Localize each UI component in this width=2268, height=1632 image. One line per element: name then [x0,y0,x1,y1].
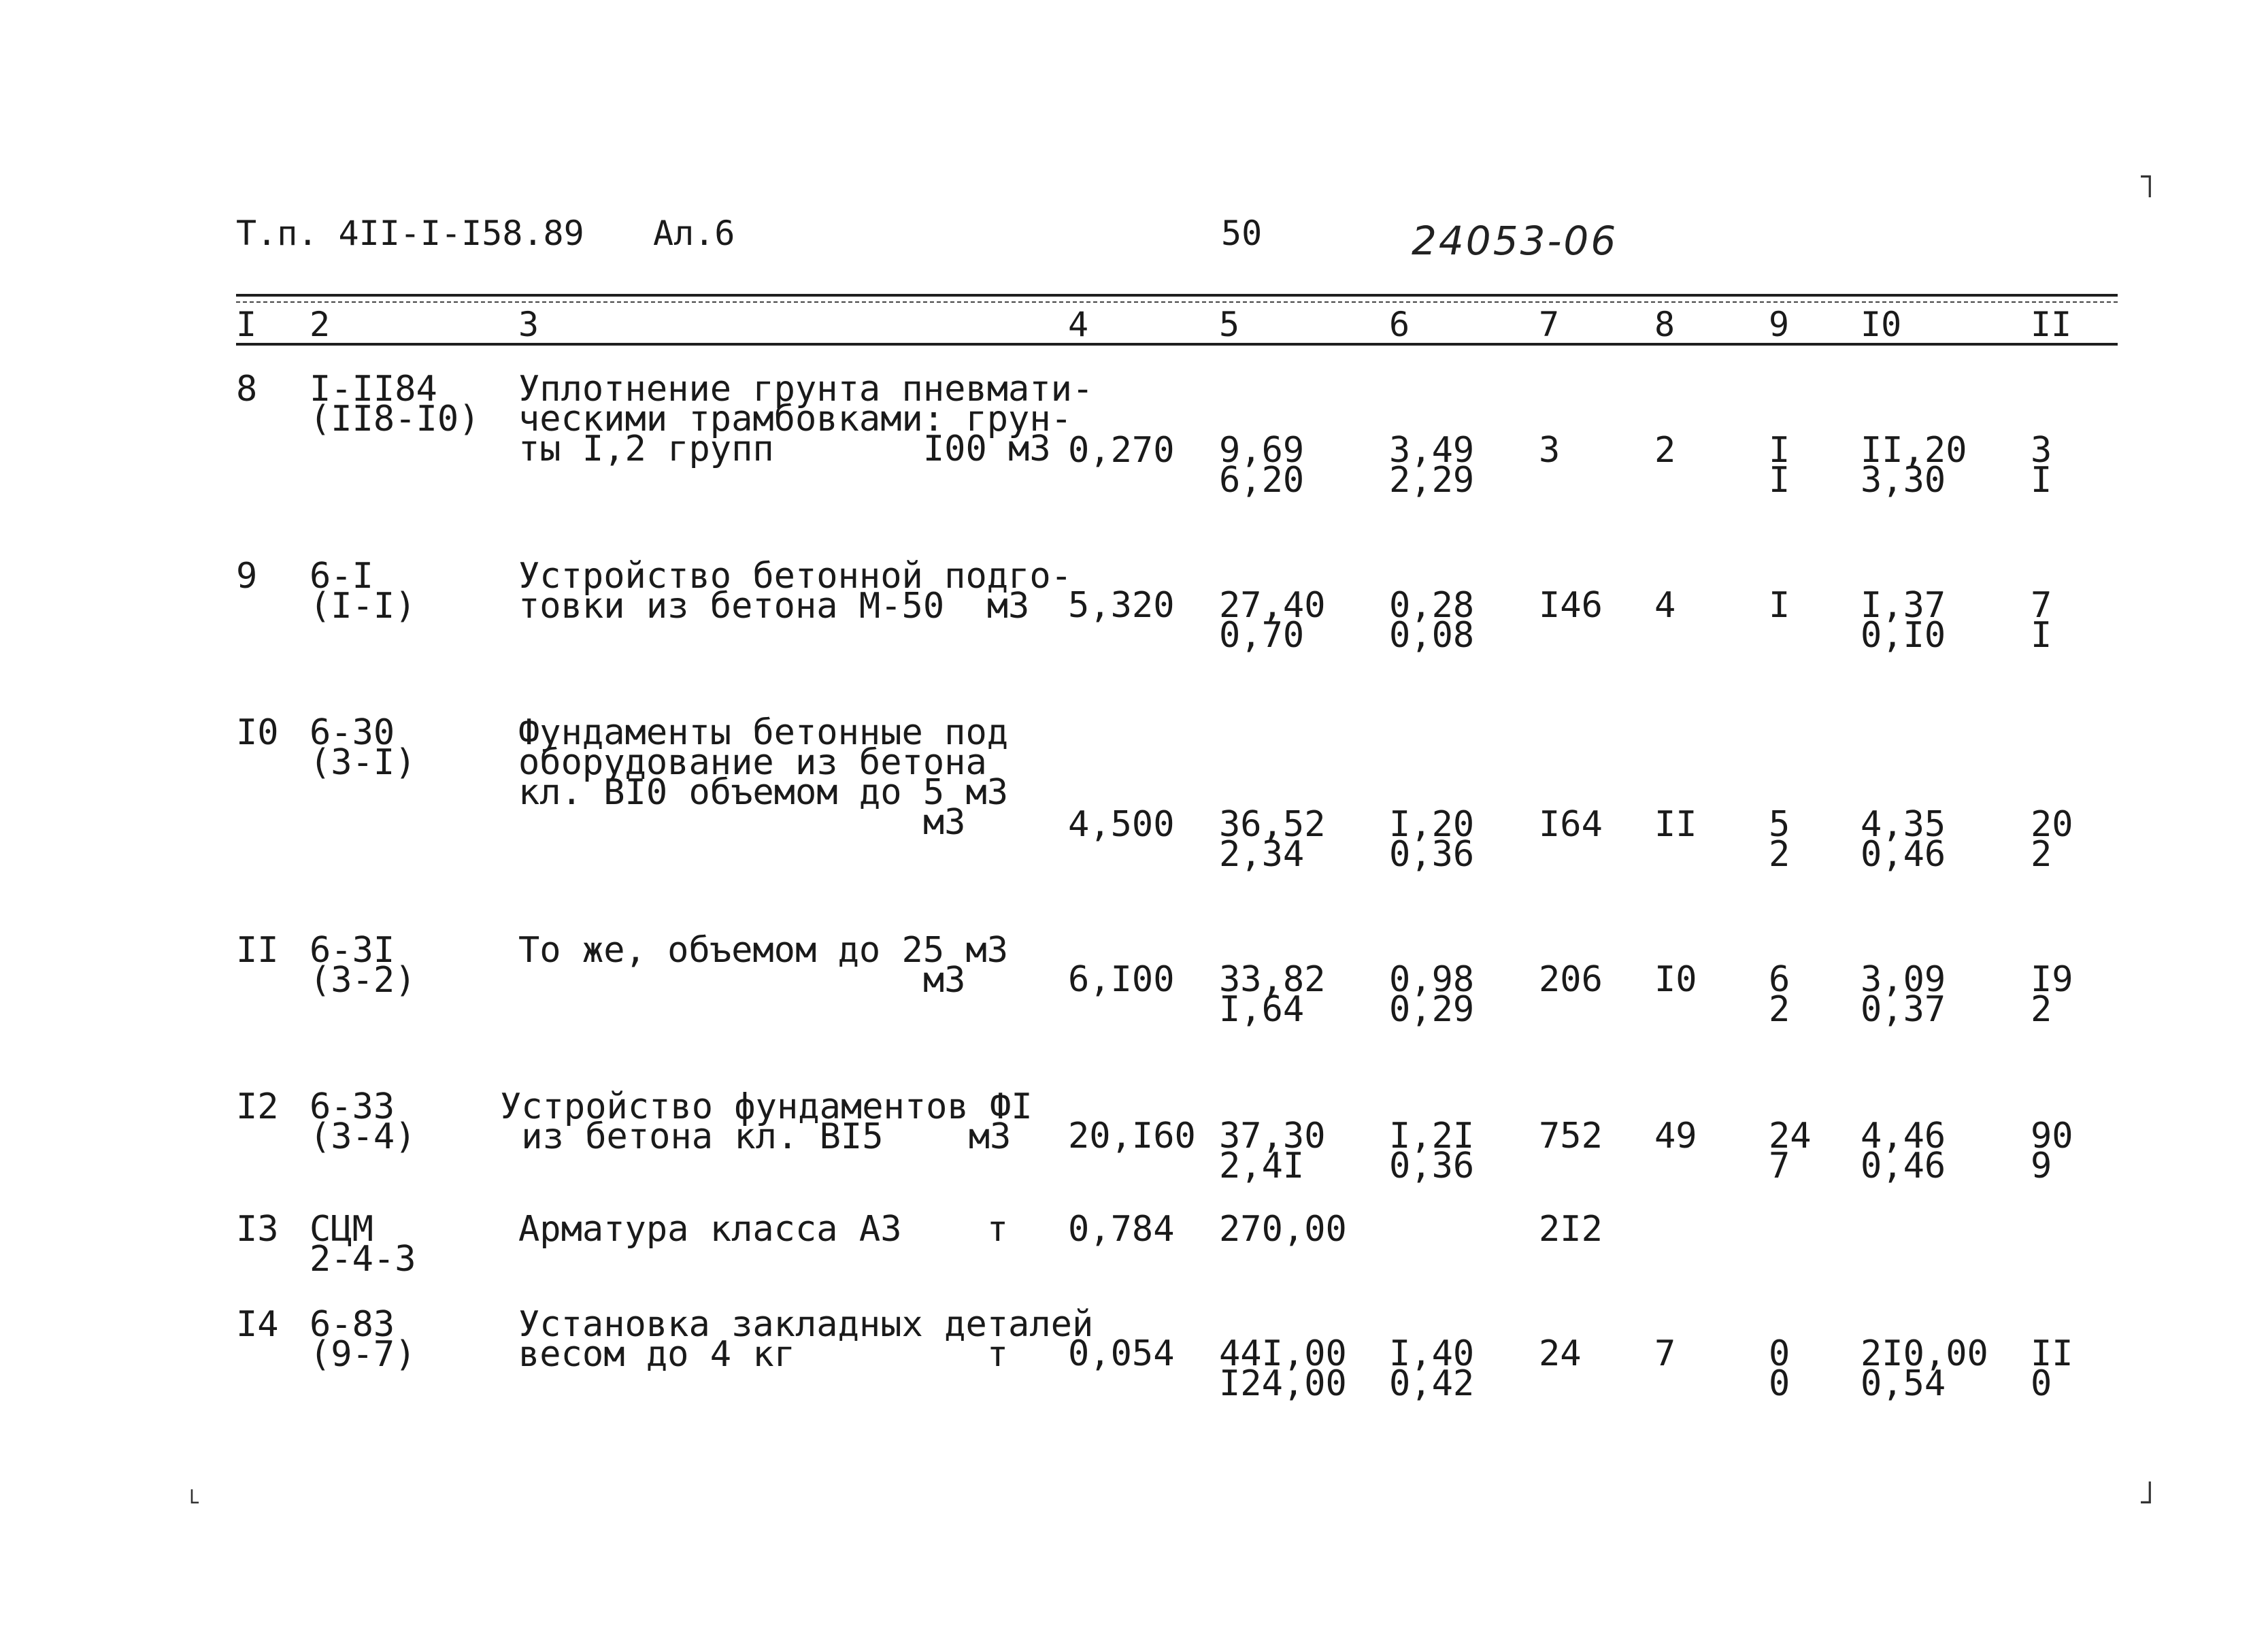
cell-c8: 4 [1654,585,1676,626]
cell-desc: Устройство бетонной подго- товки из бетона М-50 м3 [518,556,1072,627]
column-number: 7 [1539,305,1560,344]
cell-c6: I,20 0,36 [1389,804,1475,875]
cell-c7: I46 [1539,585,1603,626]
cell-c6: 3,49 2,29 [1389,430,1475,501]
cell-num: 9 [236,556,258,597]
cell-code: 6-I (I-I) [310,556,416,627]
cell-code: СЦМ 2-4-3 [310,1209,416,1280]
cell-desc: Арматура класса A3 т [518,1209,1009,1250]
cell-c5: 9,69 6,20 [1219,430,1305,501]
cell-c10: II,20 3,30 [1861,430,1967,501]
cell-code: 6-3I (3-2) [310,930,416,1001]
page-number: 50 [1221,214,1263,253]
cell-c5: 270,00 [1219,1209,1347,1250]
cell-desc: Устройство фундаментов ФI из бетона кл. BI5 м3 [500,1086,1033,1157]
cell-c7: 24 [1539,1333,1582,1374]
column-number: 2 [310,305,331,344]
cell-c8: I0 [1654,959,1697,1000]
column-number: 5 [1219,305,1240,344]
cell-c5: 27,40 0,70 [1219,585,1326,656]
corner-mark-bottom-left: ˪ [185,1473,205,1512]
cell-desc: То же, объемом до 25 м3 м3 [518,930,1009,1001]
cell-c6: 0,98 0,29 [1389,959,1475,1030]
cell-num: I4 [236,1304,279,1345]
cell-c11: 3 I [2031,430,2052,501]
cell-c7: 206 [1539,959,1603,1000]
cell-c5: 33,82 I,64 [1219,959,1326,1030]
cell-qty: 0,784 [1068,1209,1175,1250]
cell-qty: 0,054 [1068,1333,1175,1374]
cell-desc: Установка закладных деталей весом до 4 кг т [518,1304,1094,1375]
cell-c6: 0,28 0,08 [1389,585,1475,656]
cell-c11: II 0 [2031,1333,2073,1404]
cell-code: 6-83 (9-7) [310,1304,416,1375]
handwritten-inventory-number: 24053-06 [1412,218,1618,264]
cell-c11: 7 I [2031,585,2052,656]
cell-c7: I64 [1539,804,1603,845]
cell-qty: 6,I00 [1068,959,1175,1000]
cell-c11: I9 2 [2031,959,2073,1030]
column-number: 3 [518,305,539,344]
cell-c8: 49 [1654,1116,1697,1156]
cell-c9: 6 2 [1769,959,1790,1030]
cell-c9: 0 0 [1769,1333,1790,1404]
cell-c5: 44I,00 I24,00 [1219,1333,1347,1404]
cell-qty: 4,500 [1068,804,1175,845]
corner-mark-bottom-right: ˩ [2136,1473,2156,1512]
table-top-rule [236,294,2118,297]
cell-c8: II [1654,804,1697,845]
cell-num: I3 [236,1209,279,1250]
cell-c5: 36,52 2,34 [1219,804,1326,875]
cell-c10: 4,46 0,46 [1861,1116,1946,1186]
cell-desc: Фундаменты бетонные под оборудование из бетона кл. BI0 объемом до 5 м3 м3 [518,712,1009,843]
cell-c9: I [1769,585,1790,626]
column-number: 8 [1654,305,1675,344]
cell-c7: 752 [1539,1116,1603,1156]
cell-num: II [236,930,279,971]
cell-c10: 4,35 0,46 [1861,804,1946,875]
cell-num: 8 [236,369,258,410]
cell-c6: I,2I 0,36 [1389,1116,1475,1186]
cell-c10: I,37 0,I0 [1861,585,1946,656]
album-number: Ал.6 [653,214,735,253]
cell-code: 6-33 (3-4) [310,1086,416,1157]
corner-mark-top-right: ˥ [2136,167,2156,205]
cell-qty: 0,270 [1068,430,1175,471]
cell-code: 6-30 (3-I) [310,712,416,783]
cell-desc: Уплотнение грунта пневмати- ческими трамбовками: грун- ты I,2 групп I00 м3 [518,369,1094,469]
document-code: Т.п. 4II-I-I58.89 [236,214,584,253]
cell-c11: 90 9 [2031,1116,2073,1186]
cell-c7: 3 [1539,430,1561,471]
column-number: 9 [1769,305,1790,344]
cell-c9: 24 7 [1769,1116,1812,1186]
cell-c9: 5 2 [1769,804,1790,875]
cell-c7: 2I2 [1539,1209,1603,1250]
cell-num: I0 [236,712,279,753]
column-number: I0 [1861,305,1902,344]
cell-c5: 37,30 2,4I [1219,1116,1326,1186]
cell-c10: 2I0,00 0,54 [1861,1333,1988,1404]
column-number: 6 [1389,305,1410,344]
cell-c8: 2 [1654,430,1676,471]
cell-c10: 3,09 0,37 [1861,959,1946,1030]
cell-c11: 20 2 [2031,804,2073,875]
column-number: 4 [1068,305,1089,344]
cell-code: I-II84 (II8-I0) [310,369,480,439]
cell-qty: 20,I60 [1068,1116,1196,1156]
cell-c9: I I [1769,430,1790,501]
cell-qty: 5,320 [1068,585,1175,626]
column-number: I [236,305,257,344]
table-top-rule-inner [236,301,2118,303]
cell-c8: 7 [1654,1333,1676,1374]
cell-num: I2 [236,1086,279,1127]
cell-c6: I,40 0,42 [1389,1333,1475,1404]
column-number: II [2031,305,2072,344]
